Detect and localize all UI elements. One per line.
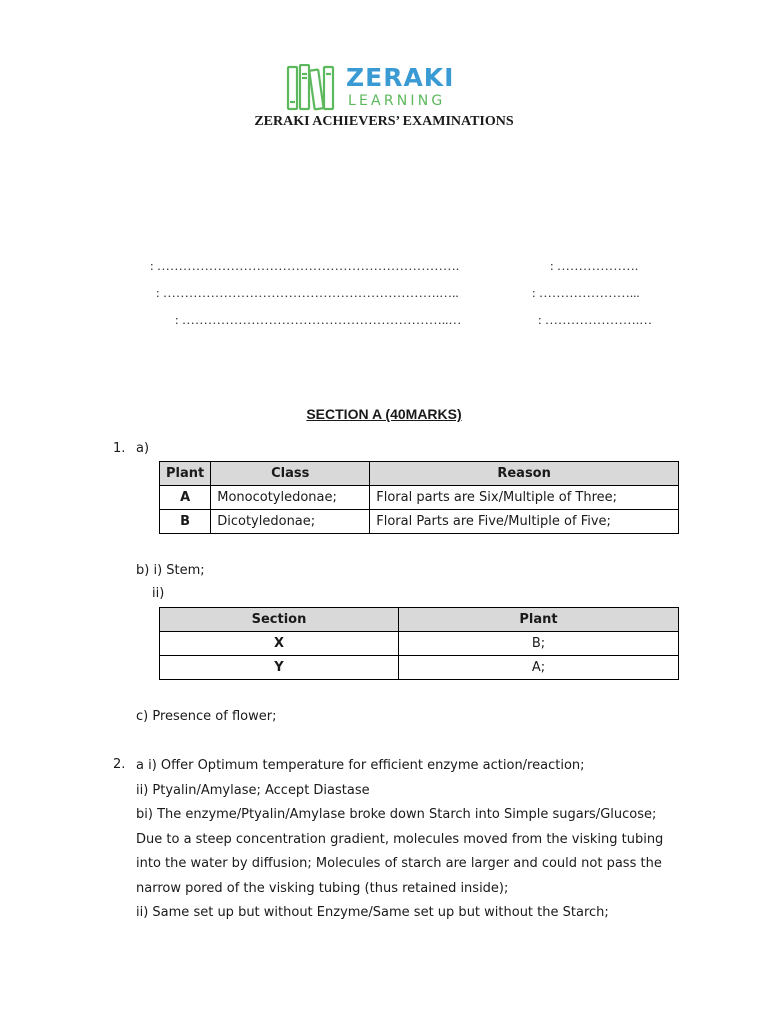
table-cell: Floral Parts are Five/Multiple of Five; [370,510,679,534]
table-row [160,632,679,656]
answer-line: ii) Ptyalin/Amylase; Accept Diastase [136,782,370,798]
table-row [160,510,679,534]
table-cell: X [160,632,399,656]
table-header-section: Section [160,608,399,632]
table-cell: B; [399,632,679,656]
table-row [160,656,679,680]
table-header-reason: Reason [370,462,679,486]
field-dots-right-2: : …………………... [532,285,640,300]
question-1b-ii-label: ii) [152,586,165,601]
table-row [160,486,679,510]
table-header-plant: Plant [399,608,679,632]
question-1b-i: b) i) Stem; [136,563,205,578]
question-1c: c) Presence of flower; [136,709,277,724]
table-cell: Y [160,656,399,680]
answer-line: narrow pored of the visking tubing (thus retained inside); [136,880,509,896]
table-header-row [160,608,679,632]
brand-subtitle: LEARNING [348,93,446,109]
answer-line: ii) Same set up but without Enzyme/Same set up but without the Starch; [136,905,609,920]
field-dots-right-1: : ………………. [550,258,639,273]
answer-line: Due to a steep concentration gradient, molecules moved from the visking tubing [136,831,664,847]
question-1a-label: a) [136,441,150,456]
table-header-class: Class [211,462,370,486]
field-dots-right-3: : ………………….… [538,312,653,327]
table-header-row [160,462,679,486]
field-dots-left-2: : ……………………………………………………….….. [156,285,459,300]
brand-name: ZERAKI [346,63,455,92]
table-cell: Monocotyledonae; [211,486,370,510]
table-cell: B [160,510,211,534]
answer-line: into the water by diffusion; Molecules of starch are larger and could not pass the [136,856,662,871]
table-floral-classification [159,461,679,534]
field-dots-left-3: : ……………………………………………………..… [175,312,462,327]
question-2-number: 2. [113,757,126,772]
question-1-number: 1. [113,441,126,456]
question-2-answers [136,754,696,926]
table-cell: Dicotyledonae; [211,510,370,534]
table-cell: Floral parts are Six/Multiple of Three; [370,486,679,510]
answer-line: bi) The enzyme/Ptyalin/Amylase broke down Starch into Simple sugars/Glucose; [136,807,657,822]
section-title: SECTION A (40MARKS) [306,406,462,422]
table-header-plant: Plant [160,462,211,486]
table-cell: A [160,486,211,510]
exam-title: ZERAKI ACHIEVERS’ EXAMINATIONS [254,114,514,129]
answer-line: a i) Offer Optimum temperature for efficient enzyme action/reaction; [136,758,585,773]
field-dots-left-1: : ……………………………………………………………. [150,258,460,273]
table-cell: A; [399,656,679,680]
table-section-plant [159,607,679,680]
